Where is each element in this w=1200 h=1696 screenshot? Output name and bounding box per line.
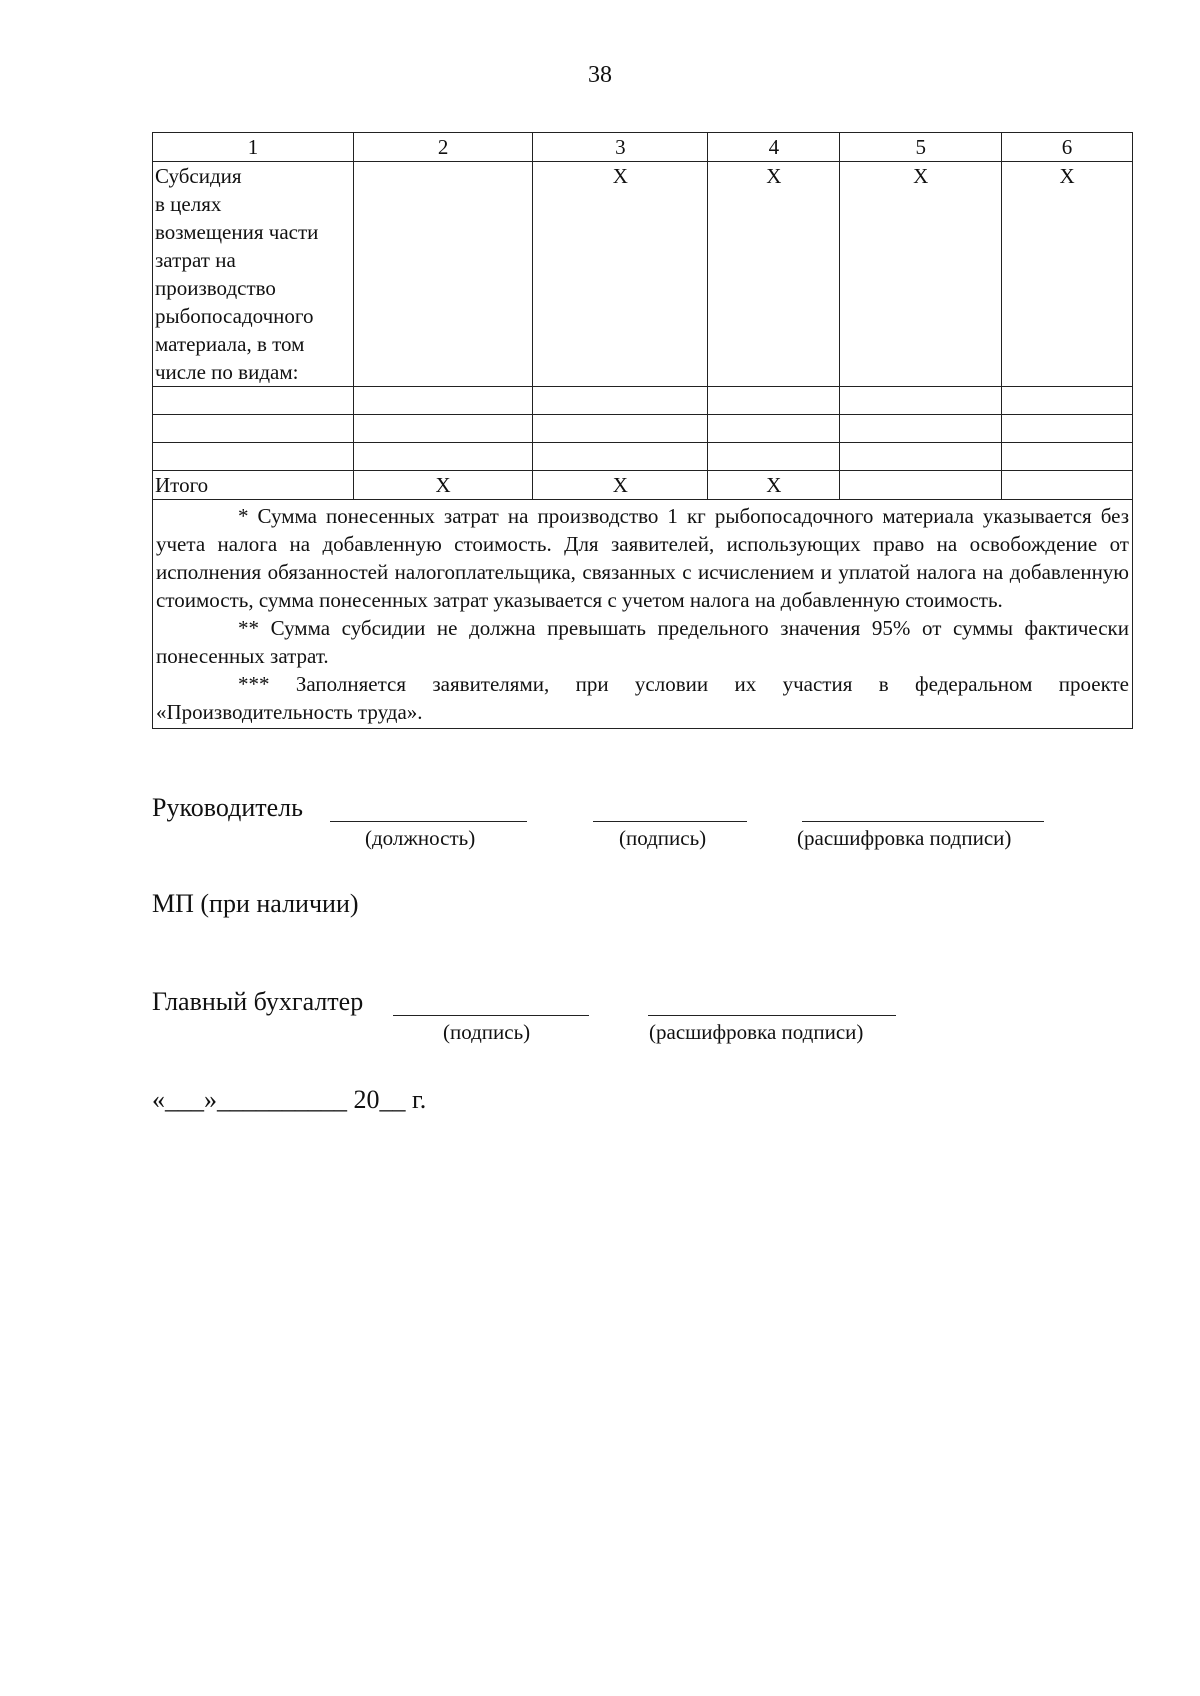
accountant-label: Главный бухгалтер (152, 987, 364, 1016)
page-number: 38 (588, 62, 612, 88)
table-cell (153, 387, 354, 415)
signature-transcript-line[interactable] (802, 821, 1044, 822)
table-cell (708, 443, 840, 471)
table-cell (708, 415, 840, 443)
header-cell: 5 (840, 133, 1002, 162)
total-row (153, 471, 1133, 500)
signature-line[interactable] (593, 821, 747, 822)
header-cell: 4 (708, 133, 840, 162)
table-cell (1002, 415, 1133, 443)
header-cell: 3 (533, 133, 708, 162)
table-cell (533, 415, 708, 443)
table-cell: X (533, 471, 708, 500)
table-cell (840, 387, 1002, 415)
table-cell: X (533, 162, 708, 387)
accountant-transcript-caption: (расшифровка подписи) (649, 1020, 864, 1044)
subsidy-table (152, 132, 1133, 729)
head-label: Руководитель (152, 793, 303, 822)
notes-cell (153, 500, 1133, 729)
header-cell: 6 (1002, 133, 1133, 162)
table-cell (1002, 471, 1133, 500)
total-label: Итого (153, 471, 354, 500)
table-cell (840, 415, 1002, 443)
stamp-label: МП (при наличии) (152, 889, 359, 918)
table-cell: X (840, 162, 1002, 387)
table-cell (353, 162, 532, 387)
table-cell: X (1002, 162, 1133, 387)
table-cell (840, 471, 1002, 500)
header-cell: 1 (153, 133, 354, 162)
table-row (153, 443, 1133, 471)
table-cell (153, 443, 354, 471)
table-header-row (153, 133, 1133, 162)
subsidy-row (153, 162, 1133, 387)
table-cell (153, 415, 354, 443)
position-line[interactable] (330, 821, 527, 822)
footnote-3: *** Заполняется заявителями, при условии их участия в федеральном проекте «Производительность труда». (156, 672, 1129, 724)
table-cell (708, 387, 840, 415)
subsidy-label: Субсидия в целях возмещения части затрат на производство рыбопосадочного материала, в том числе по видам: (153, 162, 354, 387)
table-cell: X (708, 162, 840, 387)
table-cell (533, 443, 708, 471)
table-cell (353, 387, 532, 415)
header-cell: 2 (353, 133, 532, 162)
table-cell (353, 415, 532, 443)
footnote-1: * Сумма понесенных затрат на производство 1 кг рыбопосадочного материала указывается без учета налога на добавленную стоимость. Для заявителей, использующих право на освобождение от исполнения обязанностей налогоплательщика, связанных с исчислением и уплатой налога на добавленную стоимость, сумма понесенных затрат указывается с учетом налога на добавленную стоимость. (156, 504, 1129, 612)
signature-caption: (подпись) (619, 826, 707, 850)
table-cell (353, 443, 532, 471)
position-caption: (должность) (365, 826, 476, 850)
table-cell (533, 387, 708, 415)
table-cell (1002, 387, 1133, 415)
table-cell: X (708, 471, 840, 500)
table-cell (1002, 443, 1133, 471)
table-row (153, 415, 1133, 443)
accountant-transcript-line[interactable] (648, 1015, 896, 1016)
table-row (153, 387, 1133, 415)
footnote-2: ** Сумма субсидии не должна превышать предельного значения 95% от суммы фактически понесенных затрат. (156, 616, 1129, 668)
notes-row (153, 500, 1133, 729)
signature-transcript-caption: (расшифровка подписи) (797, 826, 1012, 850)
date-line[interactable]: «___»__________ 20__ г. (152, 1085, 427, 1114)
accountant-signature-caption: (подпись) (443, 1020, 531, 1044)
accountant-signature-line[interactable] (393, 1015, 589, 1016)
table-cell (840, 443, 1002, 471)
table-cell: X (353, 471, 532, 500)
